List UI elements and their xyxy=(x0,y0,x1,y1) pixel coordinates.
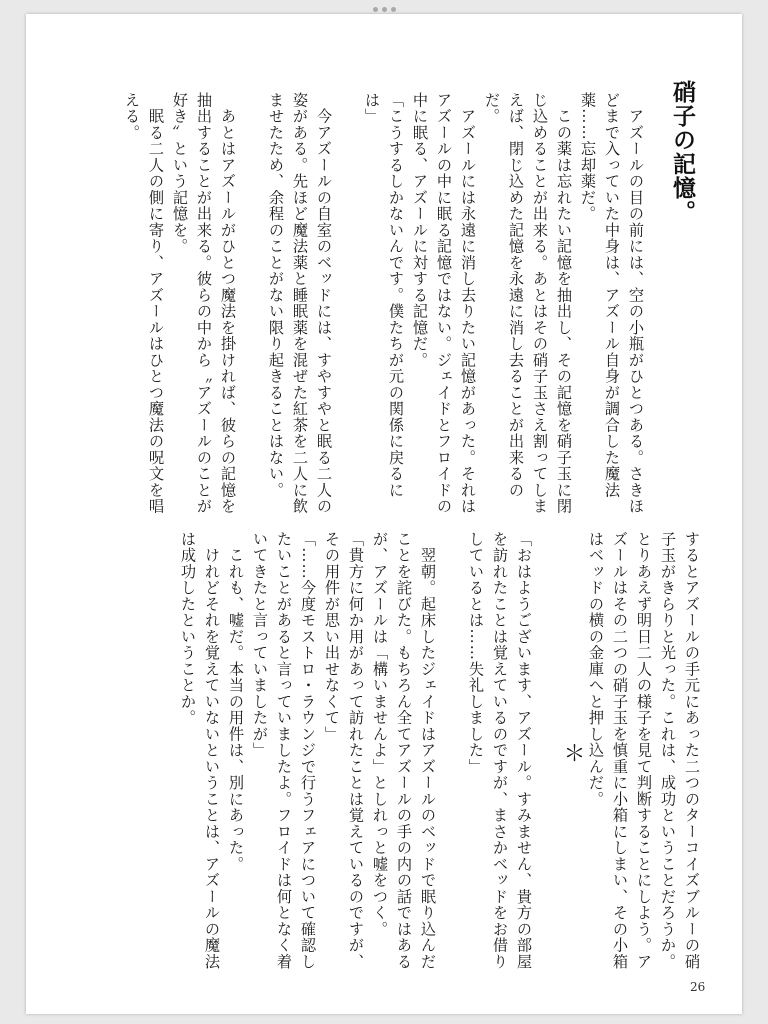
paragraph: アズールには永遠に消し去りたい記憶があった。それはアズールの中に眠る記憶ではない。ジェイドとフロイドの中に眠る、アズールに対する記憶だ。 xyxy=(411,92,477,515)
page-number: 26 xyxy=(690,980,706,994)
dialogue: 「こうするしかないんです。僕たちが元の関係に戻るには」 xyxy=(363,92,405,499)
handle-dot xyxy=(391,7,396,12)
paragraph: 眠る二人の側に寄り、アズールはひとつ魔法の呪文を唱える。 xyxy=(123,92,165,515)
handle-dot xyxy=(373,7,378,12)
paragraph: 翌朝。起床したジェイドはアズールのベッドで眠り込んだことを詫びた。もちろん全てアズールの手の内の話ではあるが、アズールは「構いませんよ」としれっと嘘をつく。 xyxy=(371,531,437,970)
paragraph: これも、嘘だ。本当の用件は、別にあった。 xyxy=(227,531,245,873)
paragraph: アズールの目の前には、空の小瓶がひとつある。さきほどまで入っていた中身は、アズール自身が調合した魔法薬……忘却薬だ。 xyxy=(579,92,645,515)
dialogue: 「おはようございます、アズール。すみません、貴方の部屋を訪れたことは覚えているのですが、まさかベッドをお借りしているとは……失礼しました」 xyxy=(467,531,533,970)
paragraph: あとはアズールがひとつ魔法を掛ければ、彼らの記憶を抽出することが出来る。彼らの中から〝アズールのことが好き〟という記憶を。 xyxy=(171,92,237,515)
dialogue: 「……今度モストロ・ラウンジで行うフェアについて確認したいことがあると言っていましたよ。フロイドは何となく着いてきたと言っていましたが」 xyxy=(251,531,317,970)
paragraph: けれどそれを覚えていないということは、アズールの魔法は成功したということか。 xyxy=(179,531,221,970)
document-page xyxy=(26,14,742,1014)
window-drag-handle[interactable] xyxy=(372,5,396,13)
dialogue: 「貴方に何か用があって訪れたことは覚えているのですが、その用件が思い出せなくて」 xyxy=(323,531,365,970)
scene-break: ＊ xyxy=(560,741,585,766)
paragraph: するとアズールの手元にあった二つのターコイズブルーの硝子玉がきらりと光った。これは、成功ということだろうか。とりあえず明日二人の様子を見て判断することにしよう。アズールはその二つの硝子玉を慎重に小箱にしまい、その小箱はベッドの横の金庫へと押し込んだ。 xyxy=(587,531,701,970)
handle-dot xyxy=(382,7,387,12)
text-block-upper xyxy=(123,92,648,522)
paragraph: 今アズールの自室のベッドには、すやすやと眠る二人の姿がある。先ほど魔法薬と睡眠薬を混ぜた紅茶を二人に飲ませたため、余程のことがない限り起きることはない。 xyxy=(267,92,333,515)
chapter-title: 硝子の記憶。 xyxy=(669,80,696,224)
paragraph: この薬は忘れたい記憶を抽出し、その記憶を硝子玉に閉じ込めることが出来る。あとはその硝子玉さえ割ってしまえば、閉じ込めた記憶を永遠に消し去ることが出来るのだ。 xyxy=(483,92,573,515)
text-block-lower xyxy=(176,531,704,976)
